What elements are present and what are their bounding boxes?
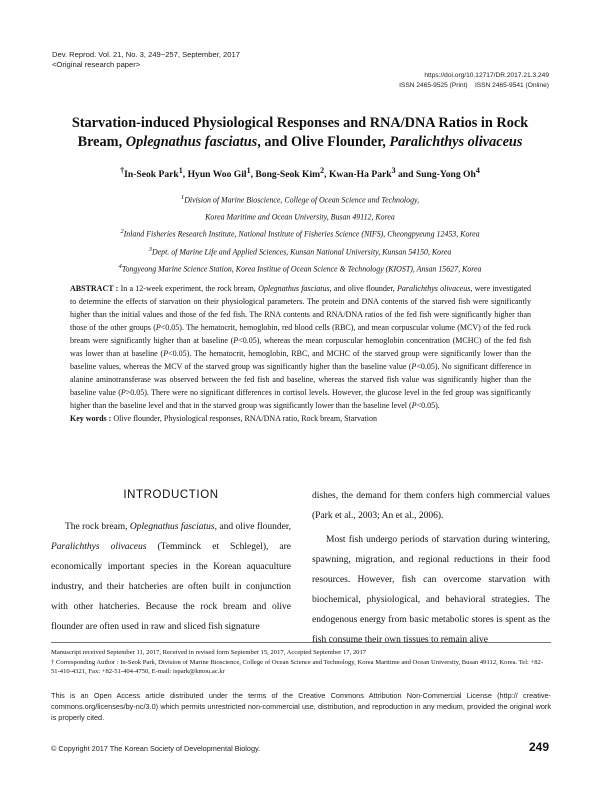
keywords: Key words : Olive flounder, Physiological responses, RNA/DNA ratio, Rock bream, Starvation [70,414,377,423]
affiliation-list [60,191,540,277]
intro-paragraph: The rock bream, Oplegnathus fasciatus, and olive flounder, Paralichthys olivaceus (Temminck et Schlegel), are economically important species in the Korean aquaculture industry, and their hatcheries are often built in conjunction with other hatcheries. Because the rock bream and olive flounder are often used in raw and sliced fish signature [51,522,291,632]
affiliation: $^1$Division of Marine Bioscience, College of Ocean Science and Technology, [180,194,420,205]
journal-header [52,50,240,70]
corresponding-author: † Corresponding Author : In-Seok Park, Division of Marine Bioscience, College of Ocean Science and Technology, Korea Maritime and Ocean University, Busan 49112, Korea. Tel: +82-51-410-4321, Fax: +82-51-404-4750, E-mail: ispark@kmou.ac.kr [51,658,544,676]
intro-paragraph: Most fish undergo periods of starvation during wintering, spawning, migration, and regional reductions in their food resources. However, fish can overcome starvation with biochemical, physiological, and behavioral strategies. The endogenous energy from basic metabolic stores is spent as the fish consume their own tissues to remain alive [312,535,550,645]
author-name: Sung-Yong Oh [415,169,476,181]
keywords-label: Key words : [70,414,112,423]
doi-link[interactable]: https://doi.org/10.12717/DR.2017.21.3.249 [424,72,549,79]
page-number: 249 [528,740,549,754]
author-name: Bong-Seok Kim [255,169,321,181]
section-heading-introduction: INTRODUCTION [123,489,219,501]
author-list: †In-Seok Park$^1$, Hyun Woo Gil$^1$, Bong-Seok Kim$^2$, Kwan-Ha Park$^3$ and Sung-Yong Oh$^4$ [120,166,480,181]
author-name: Kwan-Ha Park [328,169,392,181]
journal-citation: Dev. Reprod. Vol. 21, No. 3, 249~257, September, 2017 [52,50,240,59]
affiliation: $^2$Inland Fisheries Research Institute, National Institute of Fisheries Science (NIFS), Cheongpyeung 12453, Korea [120,228,480,240]
abstract-label: ABSTRACT : [70,284,119,293]
author-name: In-Seok Park [124,169,179,181]
intro-left-column [51,517,291,637]
abstract [70,282,531,425]
intro-paragraph: dishes, the demand for them confers high commercial values (Park et al., 2003; An et al., 2006). [312,491,550,521]
affiliation: $^3$Dept. of Marine Life and Applied Sciences, Kunsan National University, Kunsan 54150, Korea [148,245,452,257]
paper-type: <Original research paper> [52,60,141,69]
intro-right-column [312,486,550,650]
author-name: Hyun Woo Gil [187,169,247,181]
paper-title: Starvation-induced Physiological Responses and RNA/DNA Ratios in Rock Bream, Oplegnathus fasciatus, and Olive Flounder, Paralichthys olivaceus [71,115,529,150]
footnote-divider [51,642,551,643]
footnote [51,648,551,677]
doi-block [399,71,549,91]
affiliation: Korea Maritime and Ocean University, Busan 49112, Korea [205,212,395,222]
abstract-body: ABSTRACT : In a 12-week experiment, the rock bream, Oplegnathus fasciatus, and olive flounder, Paralichthys olivaceus, were investigated to determine the effects of starvation on their physiological parameters. The protein and DNA contents of the starved fish were significantly higher than the initial values and those of the fed fish. The RNA contents and RNA/DNA ratios of the fed fish were significantly higher than those of the other groups (P<0.05). The hematocrit, hemoglobin, red blood cells (RBC), and mean corpuscular volume (MCV) of the fed rock bream were significantly higher than at baseline (P<0.05), whereas the mean corpuscular hemoglobin concentration (MCHC) of the fed fish was lower than at baseline (P<0.05). The hematocrit, hemoglobin, RBC, and MCHC of the starved group were significantly lower than the baseline values, whereas the MCV of the starved group was significantly higher than the baseline value (P<0.05). No significant difference in alanine aminotransferase was observed between the fed fish and baseline, whereas the starved fish value was significantly higher than the baseline value (P>0.05). There were no significant differences in cortisol levels. However, the glucose level in the fed group was significantly higher than the baseline level and that in the starved group was significantly lower than the baseline level (P<0.05). [70,284,532,410]
manuscript-dates: Manuscript received September 11, 2017, Received in revised form September 15, 2017, Accepted September 17, 2017 [51,649,367,656]
license-notice: This is an Open Access article distributed under the terms of the Creative Commons Attribution Non-Commercial License (http:// creative-commons.org/licenses/by-nc/3.0) which permits unrestricted non-commercial use, distribution, and reproduction in any medium, provided the original work is properly cited. [51,691,551,722]
affiliation: $^4$Tongyeong Marine Science Station, Korea Institue of Ocean Science & Technology (KIOST), Ansan 15627, Korea [118,262,482,274]
copyright-notice: © Copyright 2017 The Korean Society of Developmental Biology. [51,744,261,753]
issn-line: ISSN 2465-9525 (Print) ISSN 2465-9541 (Online) [399,82,549,89]
